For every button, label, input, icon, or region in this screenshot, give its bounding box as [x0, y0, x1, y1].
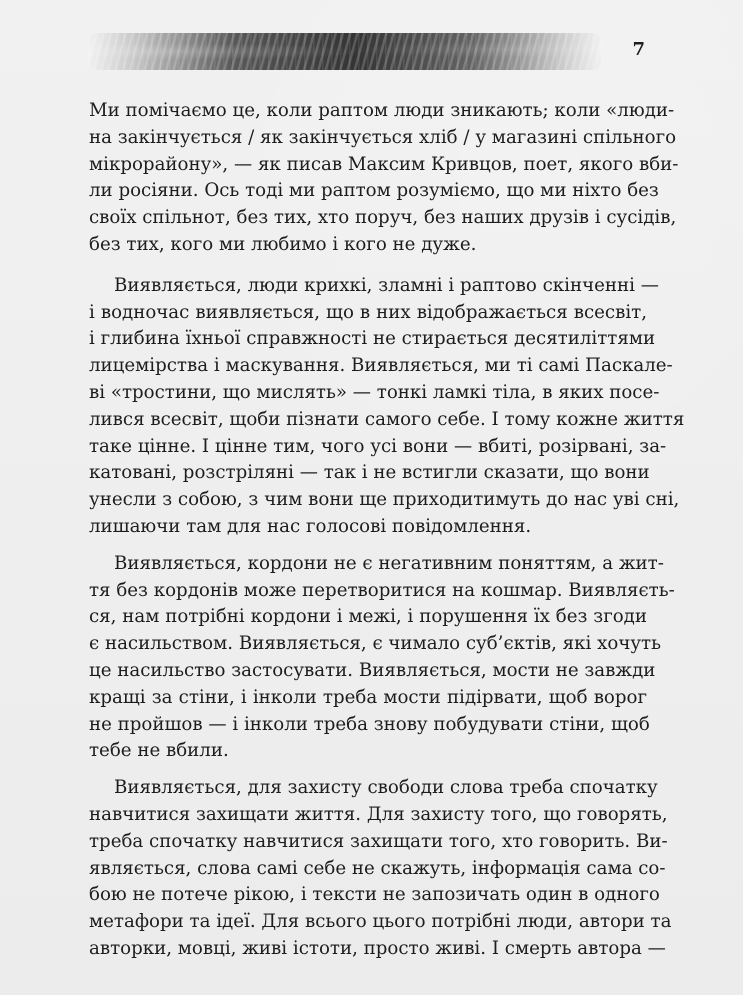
paragraph-4-line-1: Виявляється, для захисту свободи слова треба спочатку	[114, 777, 658, 799]
paragraph-4-line-6: метафори та ідеї. Для всього цього потрібні люди, автори та	[89, 911, 672, 933]
paragraph-3-line-4: є насильством. Виявляється, є чимало суб’єктів, які хочуть	[89, 633, 662, 655]
paragraph-4-line-2: навчитися захищати життя. Для захисту того, що говорять,	[89, 803, 668, 825]
paragraph-2-line-4: лицемірства і маскування. Виявляється, ми ті самі Паскале-	[89, 355, 673, 377]
paragraph-4	[89, 775, 672, 963]
paragraph-3-line-1: Виявляється, кордони не є негативним поняттям, а жит-	[114, 552, 664, 574]
paragraph-3	[89, 551, 675, 765]
paragraph-3-line-5: це насильство застосувати. Виявляється, мости не завжди	[89, 659, 656, 681]
paragraph-1-line-6: без тих, кого ми любимо і кого не дуже.	[89, 233, 477, 255]
paragraph-1-line-2: на закінчується / як закінчується хліб / у магазині спільного	[89, 126, 677, 148]
paragraph-2-line-2: і водночас виявляється, що в них відображається всесвіт,	[89, 301, 647, 323]
paragraph-2-line-1: Виявляється, люди крихкі, зламні і раптово скінченні —	[114, 274, 659, 296]
paragraph-4-line-5: бою не потече рікою, і тексти не запозичать один в одного	[89, 884, 660, 906]
paragraph-2-line-5: ві «тростини, що мислять» — тонкі ламкі тіла, в яких посе-	[89, 381, 660, 403]
paragraph-2-line-10: лишаючи там для нас голосові повідомлення.	[89, 515, 532, 537]
paragraph-3-line-8: тебе не вбили.	[89, 740, 229, 762]
page-number: 7	[632, 39, 645, 60]
paragraph-1	[89, 98, 679, 259]
paragraph-1-line-1: Ми помічаємо це, коли раптом люди зникають; коли «люди-	[89, 100, 675, 121]
paragraph-4-line-7: авторки, мовці, живі істоти, просто живі. І смерть автора —	[89, 937, 666, 959]
paragraph-2	[89, 273, 685, 541]
decorative-header-strip	[88, 33, 603, 70]
paragraph-1-line-3: мікрорайону», — як писав Максим Кривцов, поет, якого вби-	[89, 153, 679, 175]
paragraph-4-line-4: являється, слова самі себе не скажуть, інформація сама со-	[89, 857, 666, 879]
paragraph-3-line-7: не пройшов — і інколи треба знову побудувати стіни, щоб	[89, 713, 650, 735]
paragraph-3-line-3: ся, нам потрібні кордони і межі, і порушення їх без згоди	[89, 606, 647, 628]
main-text	[89, 98, 685, 963]
paragraph-1-line-5: своїх спільнот, без тих, хто поруч, без наших друзів і сусідів,	[89, 207, 677, 229]
paragraph-2-line-8: катовані, розстріляні — так і не встигли сказати, що вони	[89, 462, 650, 484]
paragraph-2-line-6: лився всесвіт, щоби пізнати самого себе. І тому кожне життя	[89, 408, 685, 430]
paragraph-2-line-7: таке цінне. І цінне тим, чого усі вони — вбиті, розірвані, за-	[89, 435, 667, 457]
paragraph-1-line-4: ли росіяни. Ось тоді ми раптом розуміємо, що ми ніхто без	[89, 180, 659, 202]
paragraph-2-line-3: і глибина їхньої справжності не стирається десятиліттями	[89, 328, 656, 350]
paragraph-3-line-2: тя без кордонів може перетворитися на кошмар. Виявляєть-	[89, 579, 675, 601]
paragraph-2-line-9: унесли з собою, з чим вони ще приходитимуть до нас уві сні,	[89, 489, 680, 511]
paragraph-4-line-3: треба спочатку навчитися захищати того, хто говорить. Ви-	[89, 830, 668, 852]
paragraph-3-line-6: кращі за стіни, і інколи треба мости підірвати, щоб ворог	[89, 686, 647, 708]
